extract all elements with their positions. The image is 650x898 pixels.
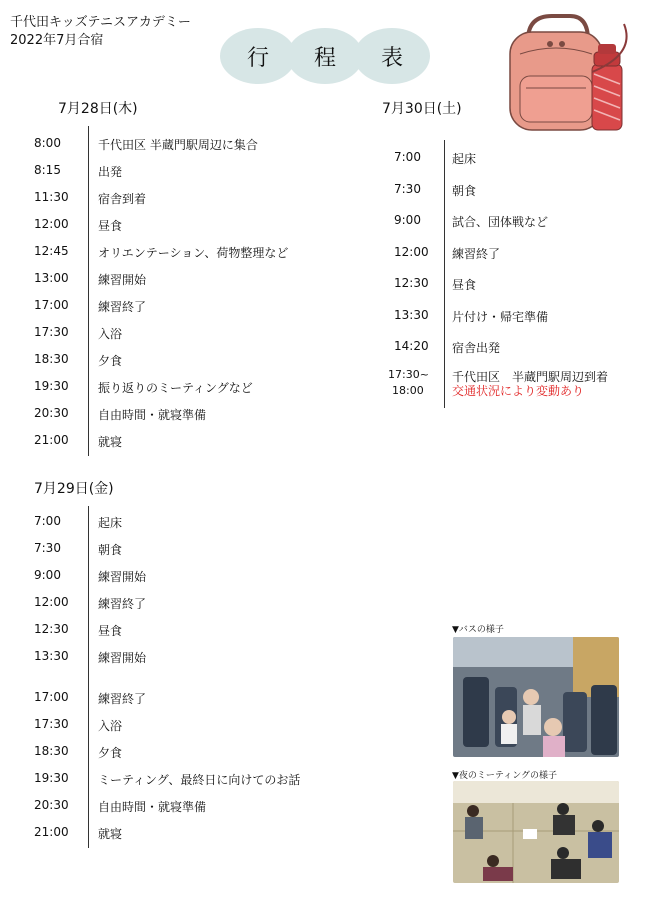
day3-activity: 試合、団体戦など	[452, 215, 549, 229]
day2-time: 17:30	[34, 717, 69, 731]
day2-divider	[88, 506, 89, 848]
day2-activity: ミーティング、最終日に向けてのお話	[98, 773, 301, 787]
day3-time: 7:30	[394, 181, 421, 196]
day1-time: 13:00	[34, 271, 69, 285]
day2-activity: 自由時間・就寝準備	[98, 800, 207, 814]
day3-activity: 片付け・帰宅準備	[452, 309, 549, 324]
day3-activity: 朝食	[452, 183, 477, 198]
day2-activity: 就寝	[98, 827, 123, 841]
day3-activity: 昼食	[452, 278, 477, 292]
day1-activity: 自由時間・就寝準備	[98, 408, 207, 422]
day1-activity: オリエンテーション、荷物整理など	[98, 246, 289, 260]
day1-time: 17:00	[34, 298, 69, 312]
bus-photo	[453, 637, 619, 757]
day3-activity: 起床	[452, 152, 477, 166]
day1-time: 8:15	[34, 163, 61, 177]
day1-activity: 夕食	[98, 354, 123, 368]
day2-activity: 練習開始	[98, 651, 147, 665]
day2-time: 13:30	[34, 649, 69, 663]
day2-time: 9:00	[34, 568, 61, 582]
org-header	[10, 14, 191, 50]
camp-subtitle: 2022年7月合宿	[10, 33, 104, 48]
day3-time: 12:30	[394, 276, 429, 290]
day2-time: 19:30	[34, 771, 69, 785]
day3-final-note: 交通状況により変動あり	[452, 384, 585, 398]
day1-activity: 練習開始	[98, 273, 147, 287]
title-char-3: 表	[354, 28, 430, 84]
day3-time: 7:00	[394, 150, 421, 164]
bus-photo-caption: ▼バスの様子	[452, 625, 504, 635]
day2-activity: 朝食	[98, 543, 123, 557]
day1-time: 21:00	[34, 433, 69, 447]
day1-activity: 宿舎到着	[98, 192, 147, 206]
day2-activity: 昼食	[98, 624, 123, 638]
day1-time: 11:30	[34, 190, 69, 204]
day2-activity: 起床	[98, 516, 123, 530]
day1-time: 17:30	[34, 325, 69, 339]
day3-activity: 宿舎出発	[452, 341, 501, 355]
day1-time: 8:00	[34, 136, 61, 150]
day2-activity: 入浴	[98, 719, 123, 733]
day2-activity: 夕食	[98, 746, 123, 760]
day1-time: 12:45	[34, 244, 69, 258]
day1-heading: 7月28日(木)	[58, 101, 138, 117]
day2-time: 18:30	[34, 744, 69, 758]
day1-time: 20:30	[34, 406, 69, 420]
day3-time: 9:00	[394, 213, 421, 227]
day2-time: 17:00	[34, 690, 69, 704]
day2-activity: 練習終了	[98, 692, 147, 706]
day3-final-time-end: 18:00	[392, 384, 424, 397]
day1-schedule	[34, 126, 334, 456]
day2-time: 20:30	[34, 798, 69, 812]
day2-time: 12:30	[34, 622, 69, 636]
day3-heading: 7月30日(土)	[382, 101, 462, 117]
day1-time: 18:30	[34, 352, 69, 366]
day2-time: 12:00	[34, 595, 69, 609]
day2-activity: 練習終了	[98, 597, 147, 611]
day3-final-row	[382, 368, 632, 402]
title-char-1: 行	[220, 28, 296, 84]
day3-schedule	[382, 140, 632, 408]
day3-time: 12:00	[394, 244, 429, 259]
day2-heading: 7月29日(金)	[34, 481, 114, 497]
meeting-photo	[453, 781, 619, 883]
day2-time: 21:00	[34, 825, 69, 839]
backpack-illustration	[496, 14, 636, 134]
day1-activity: 練習終了	[98, 300, 147, 314]
meeting-photo-caption: ▼夜のミーティングの様子	[452, 771, 558, 781]
day1-time: 12:00	[34, 217, 69, 231]
day3-activity: 練習終了	[452, 246, 501, 261]
day1-activity: 千代田区 半蔵門駅周辺に集合	[98, 138, 258, 152]
day3-final-activity: 千代田区 半蔵門駅周辺到着	[452, 370, 609, 384]
day3-final-time-start: 17:30~	[388, 368, 429, 381]
day2-activity: 練習開始	[98, 570, 147, 584]
day1-activity: 就寝	[98, 435, 123, 449]
day1-time: 19:30	[34, 379, 69, 393]
page-title	[220, 28, 430, 84]
day2-schedule	[34, 506, 354, 848]
day2-time: 7:30	[34, 541, 61, 555]
day2-time: 7:00	[34, 514, 61, 528]
day1-activity: 昼食	[98, 219, 123, 233]
day1-activity: 入浴	[98, 327, 123, 341]
day3-time: 14:20	[394, 339, 429, 353]
day1-divider	[88, 126, 89, 456]
title-char-2: 程	[287, 28, 363, 84]
day1-activity: 出発	[98, 165, 123, 179]
day1-activity: 振り返りのミーティングなど	[98, 381, 253, 395]
day3-time: 13:30	[394, 307, 429, 322]
org-name: 千代田キッズテニスアカデミー	[10, 15, 191, 30]
